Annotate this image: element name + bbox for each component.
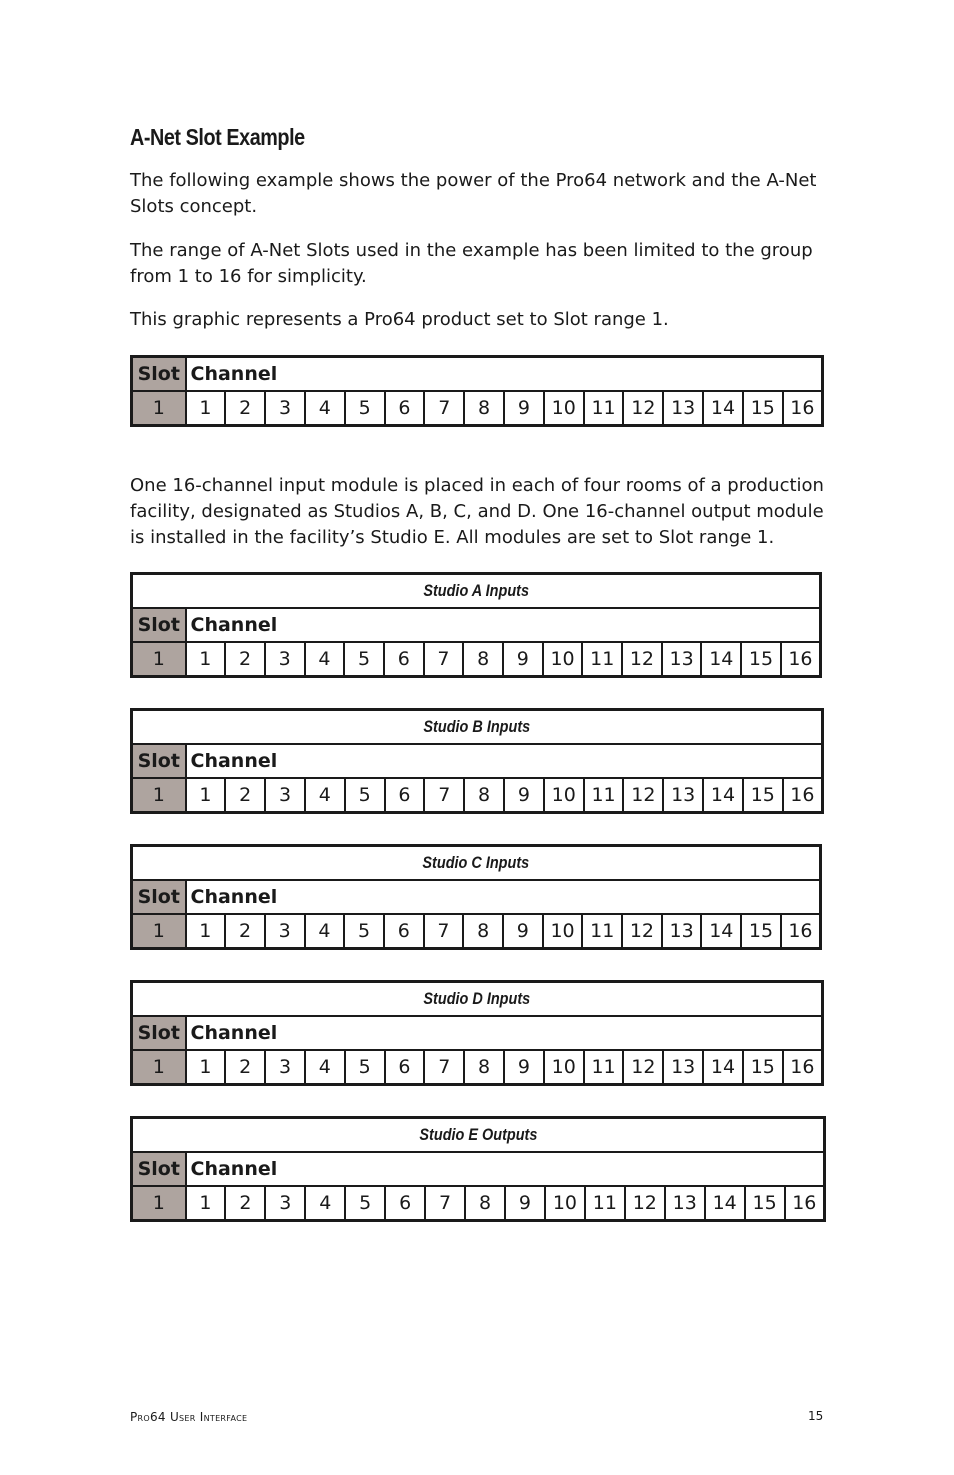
channel-cell: 6 xyxy=(384,914,424,949)
channel-row xyxy=(132,914,821,949)
slot-header: Slot xyxy=(132,608,186,642)
channel-cell: 6 xyxy=(385,778,425,813)
channel-cell: 15 xyxy=(741,642,781,677)
slot-value: 1 xyxy=(132,391,186,426)
channel-cell: 12 xyxy=(623,1050,663,1085)
channel-cell: 1 xyxy=(186,778,226,813)
channel-cell: 3 xyxy=(265,914,305,949)
range-paragraph: The range of A-Net Slots used in the example has been limited to the group from 1 to 16 for simplicity. xyxy=(130,240,813,287)
channel-cell: 12 xyxy=(622,914,662,949)
channel-cell: 16 xyxy=(783,391,823,426)
channel-cell: 4 xyxy=(305,642,345,677)
studio-e-title-text: Studio E Outputs xyxy=(418,1125,537,1144)
channel-cell: 15 xyxy=(743,391,783,426)
studio-b-title-text: Studio B Inputs xyxy=(423,717,531,736)
studio-d-table xyxy=(130,980,824,1086)
channel-cell: 2 xyxy=(225,778,265,813)
studio-d-title xyxy=(132,982,823,1017)
channel-cell: 3 xyxy=(265,391,305,426)
channel-cell: 5 xyxy=(345,778,385,813)
slot-value: 1 xyxy=(132,778,186,813)
channel-cell: 13 xyxy=(663,778,703,813)
channel-cell: 3 xyxy=(265,1186,305,1221)
slot-header: Slot xyxy=(132,357,186,392)
channel-cell: 9 xyxy=(504,391,544,426)
studio-e-title xyxy=(132,1118,825,1153)
channel-cell: 2 xyxy=(225,914,265,949)
studio-b-table xyxy=(130,708,824,814)
channel-cell: 5 xyxy=(345,391,385,426)
channel-cell: 16 xyxy=(783,1050,823,1085)
channel-header: Channel xyxy=(186,1016,823,1050)
channel-row xyxy=(132,778,823,813)
slot-header: Slot xyxy=(132,1016,186,1050)
channel-cell: 12 xyxy=(625,1186,665,1221)
channel-header: Channel xyxy=(186,744,823,778)
channel-cell: 1 xyxy=(186,642,226,677)
channel-cell: 3 xyxy=(265,1050,305,1085)
channel-cell: 14 xyxy=(701,914,741,949)
channel-cell: 7 xyxy=(424,914,464,949)
channel-cell: 4 xyxy=(305,1186,345,1221)
channel-cell: 10 xyxy=(544,778,584,813)
channel-cell: 11 xyxy=(584,1050,624,1085)
studio-c-title-text: Studio C Inputs xyxy=(422,853,530,872)
channel-row xyxy=(132,391,823,426)
studio-a-title-text: Studio A Inputs xyxy=(423,581,529,600)
channel-cell: 8 xyxy=(463,914,503,949)
channel-cell: 11 xyxy=(585,1186,625,1221)
channel-cell: 4 xyxy=(305,778,345,813)
channel-cell: 14 xyxy=(701,642,741,677)
channel-cell: 9 xyxy=(504,778,544,813)
slot-value: 1 xyxy=(132,1186,186,1221)
channel-cell: 4 xyxy=(305,391,345,426)
channel-cell: 10 xyxy=(543,642,583,677)
channel-cell: 6 xyxy=(385,1050,425,1085)
intro-paragraph: The following example shows the power of the Pro64 network and the A-Net Slots concept. xyxy=(130,170,817,217)
channel-cell: 11 xyxy=(582,642,622,677)
channel-cell: 5 xyxy=(344,914,384,949)
page-number: 15 xyxy=(808,1409,824,1423)
studio-a-table xyxy=(130,572,822,678)
channel-cell: 7 xyxy=(424,391,464,426)
slot-table-example xyxy=(130,355,824,427)
studio-a-title xyxy=(132,574,821,609)
channel-header: Channel xyxy=(186,608,821,642)
channel-cell: 8 xyxy=(463,642,503,677)
channel-cell: 2 xyxy=(225,1186,265,1221)
channel-cell: 9 xyxy=(504,1050,544,1085)
channel-cell: 3 xyxy=(265,642,305,677)
channel-cell: 2 xyxy=(225,642,265,677)
channel-cell: 15 xyxy=(743,778,783,813)
channel-cell: 9 xyxy=(503,914,543,949)
graphic-paragraph: This graphic represents a Pro64 product set to Slot range 1. xyxy=(130,309,669,330)
channel-cell: 11 xyxy=(584,391,624,426)
channel-cell: 1 xyxy=(186,1186,226,1221)
channel-cell: 8 xyxy=(465,1186,505,1221)
channel-cell: 15 xyxy=(743,1050,783,1085)
channel-cell: 11 xyxy=(582,914,622,949)
channel-cell: 9 xyxy=(503,642,543,677)
slot-header: Slot xyxy=(132,744,186,778)
channel-cell: 16 xyxy=(781,914,821,949)
slot-value: 1 xyxy=(132,642,186,677)
channel-cell: 10 xyxy=(544,1050,584,1085)
channel-cell: 5 xyxy=(344,642,384,677)
section-title: A-Net Slot Example xyxy=(130,124,305,150)
channel-cell: 13 xyxy=(665,1186,705,1221)
channel-header: Channel xyxy=(186,1152,825,1186)
channel-cell: 13 xyxy=(663,1050,703,1085)
studios-paragraph: One 16-channel input module is placed in each of four rooms of a production facility, designated as Studios A, B, C, and D. One 16-channel output module is installed in the facility’s Studio E. All modules are set to Slot range 1. xyxy=(130,475,824,548)
channel-cell: 10 xyxy=(543,914,583,949)
channel-cell: 8 xyxy=(464,1050,504,1085)
channel-cell: 12 xyxy=(622,642,662,677)
channel-cell: 4 xyxy=(305,1050,345,1085)
channel-cell: 1 xyxy=(186,914,226,949)
channel-cell: 6 xyxy=(385,1186,425,1221)
channel-row xyxy=(132,1186,825,1221)
channel-header: Channel xyxy=(186,357,823,392)
channel-cell: 14 xyxy=(703,1050,743,1085)
channel-cell: 14 xyxy=(703,778,743,813)
studio-b-title xyxy=(132,710,823,745)
channel-cell: 9 xyxy=(505,1186,545,1221)
channel-cell: 13 xyxy=(662,642,702,677)
slot-value: 1 xyxy=(132,1050,186,1085)
channel-cell: 14 xyxy=(703,391,743,426)
channel-cell: 13 xyxy=(662,914,702,949)
studio-c-title xyxy=(132,846,821,881)
studio-d-title-text: Studio D Inputs xyxy=(423,989,531,1008)
channel-cell: 14 xyxy=(705,1186,745,1221)
channel-cell: 10 xyxy=(545,1186,585,1221)
channel-row xyxy=(132,1050,823,1085)
channel-cell: 8 xyxy=(464,391,504,426)
channel-cell: 8 xyxy=(464,778,504,813)
channel-cell: 12 xyxy=(623,778,663,813)
channel-cell: 15 xyxy=(745,1186,785,1221)
channel-row xyxy=(132,642,821,677)
channel-cell: 3 xyxy=(265,778,305,813)
channel-cell: 5 xyxy=(345,1050,385,1085)
channel-cell: 2 xyxy=(225,391,265,426)
channel-cell: 16 xyxy=(783,778,823,813)
channel-header: Channel xyxy=(186,880,821,914)
channel-cell: 16 xyxy=(781,642,821,677)
footer-doc-title: Pro64 User Interface xyxy=(130,1410,248,1424)
channel-cell: 6 xyxy=(385,391,425,426)
channel-cell: 1 xyxy=(186,391,226,426)
channel-cell: 7 xyxy=(424,778,464,813)
channel-cell: 12 xyxy=(623,391,663,426)
channel-cell: 10 xyxy=(544,391,584,426)
channel-cell: 1 xyxy=(186,1050,226,1085)
slot-header: Slot xyxy=(132,880,186,914)
channel-cell: 2 xyxy=(225,1050,265,1085)
slot-header: Slot xyxy=(132,1152,186,1186)
studio-e-table xyxy=(130,1116,826,1222)
channel-cell: 7 xyxy=(425,1186,465,1221)
channel-cell: 13 xyxy=(663,391,703,426)
channel-cell: 5 xyxy=(345,1186,385,1221)
slot-value: 1 xyxy=(132,914,186,949)
channel-cell: 11 xyxy=(584,778,624,813)
studio-c-table xyxy=(130,844,822,950)
channel-cell: 15 xyxy=(741,914,781,949)
channel-cell: 16 xyxy=(785,1186,825,1221)
channel-cell: 7 xyxy=(424,642,464,677)
channel-cell: 7 xyxy=(424,1050,464,1085)
channel-cell: 4 xyxy=(305,914,345,949)
channel-cell: 6 xyxy=(384,642,424,677)
